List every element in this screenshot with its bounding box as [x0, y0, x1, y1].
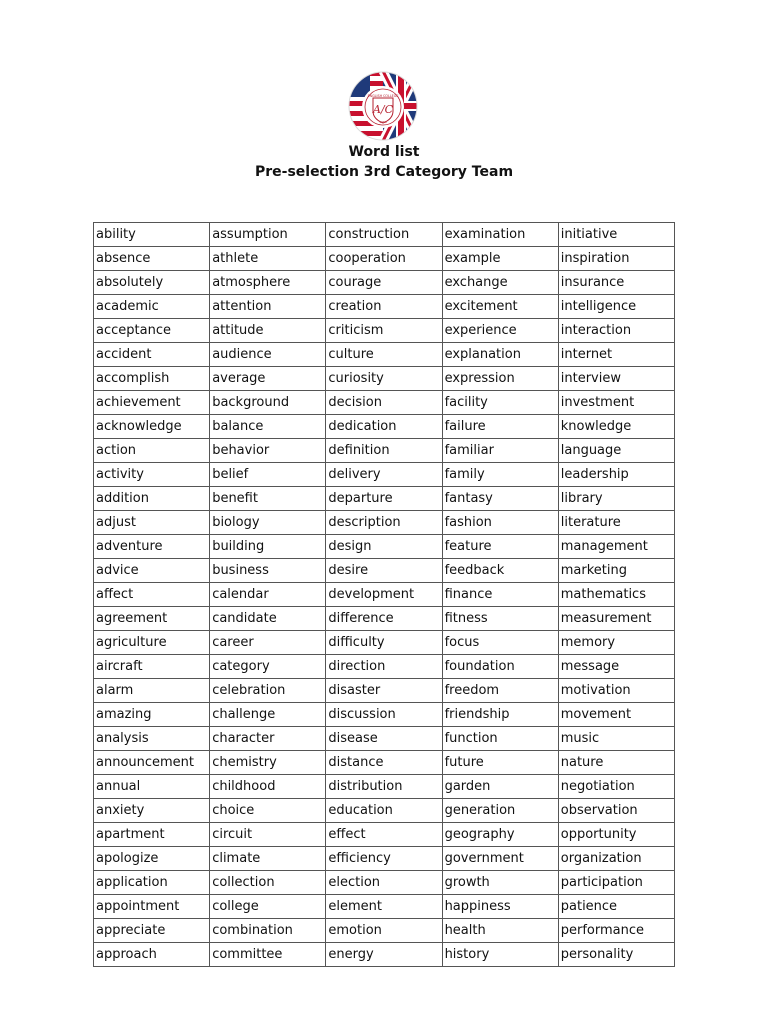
word-cell: memory: [558, 631, 674, 655]
word-cell: geography: [442, 823, 558, 847]
word-cell: circuit: [210, 823, 326, 847]
word-cell: courage: [326, 271, 442, 295]
table-row: [94, 727, 675, 751]
word-cell: activity: [94, 463, 210, 487]
word-cell: choice: [210, 799, 326, 823]
logo-top-text: ENGLISH COLLEGE: [367, 94, 399, 98]
table-row: [94, 847, 675, 871]
word-cell: freedom: [442, 679, 558, 703]
word-cell: atmosphere: [210, 271, 326, 295]
word-cell: announcement: [94, 751, 210, 775]
word-cell: adjust: [94, 511, 210, 535]
word-cell: patience: [558, 895, 674, 919]
word-cell: candidate: [210, 607, 326, 631]
table-row: [94, 655, 675, 679]
word-cell: absolutely: [94, 271, 210, 295]
word-cell: education: [326, 799, 442, 823]
word-cell: chemistry: [210, 751, 326, 775]
word-cell: building: [210, 535, 326, 559]
word-cell: departure: [326, 487, 442, 511]
word-cell: disaster: [326, 679, 442, 703]
word-cell: message: [558, 655, 674, 679]
word-cell: feedback: [442, 559, 558, 583]
word-cell: examination: [442, 223, 558, 247]
word-cell: benefit: [210, 487, 326, 511]
table-row: [94, 391, 675, 415]
table-row: [94, 751, 675, 775]
word-cell: category: [210, 655, 326, 679]
word-cell: advice: [94, 559, 210, 583]
word-cell: nature: [558, 751, 674, 775]
table-row: [94, 367, 675, 391]
word-cell: emotion: [326, 919, 442, 943]
table-row: [94, 583, 675, 607]
word-cell: development: [326, 583, 442, 607]
word-cell: language: [558, 439, 674, 463]
word-cell: aircraft: [94, 655, 210, 679]
word-table-body: [94, 223, 675, 967]
word-cell: college: [210, 895, 326, 919]
table-row: [94, 535, 675, 559]
word-cell: construction: [326, 223, 442, 247]
word-cell: appointment: [94, 895, 210, 919]
word-cell: expression: [442, 367, 558, 391]
word-cell: government: [442, 847, 558, 871]
word-cell: fantasy: [442, 487, 558, 511]
word-cell: history: [442, 943, 558, 967]
word-cell: inspiration: [558, 247, 674, 271]
word-cell: measurement: [558, 607, 674, 631]
table-row: [94, 895, 675, 919]
table-row: [94, 679, 675, 703]
word-cell: action: [94, 439, 210, 463]
word-cell: creation: [326, 295, 442, 319]
table-row: [94, 823, 675, 847]
word-cell: motivation: [558, 679, 674, 703]
word-cell: negotiation: [558, 775, 674, 799]
word-cell: agriculture: [94, 631, 210, 655]
document-title: Word list: [348, 144, 420, 160]
table-row: [94, 343, 675, 367]
table-row: [94, 271, 675, 295]
table-row: [94, 607, 675, 631]
word-cell: apartment: [94, 823, 210, 847]
word-cell: friendship: [442, 703, 558, 727]
word-cell: definition: [326, 439, 442, 463]
word-cell: literature: [558, 511, 674, 535]
table-row: [94, 631, 675, 655]
table-row: [94, 943, 675, 967]
word-cell: generation: [442, 799, 558, 823]
word-cell: investment: [558, 391, 674, 415]
word-cell: future: [442, 751, 558, 775]
word-cell: exchange: [442, 271, 558, 295]
word-cell: foundation: [442, 655, 558, 679]
word-cell: library: [558, 487, 674, 511]
word-cell: difficulty: [326, 631, 442, 655]
word-cell: cooperation: [326, 247, 442, 271]
word-cell: committee: [210, 943, 326, 967]
word-cell: element: [326, 895, 442, 919]
table-row: [94, 775, 675, 799]
word-cell: energy: [326, 943, 442, 967]
word-cell: culture: [326, 343, 442, 367]
word-cell: achievement: [94, 391, 210, 415]
word-cell: internet: [558, 343, 674, 367]
word-cell: childhood: [210, 775, 326, 799]
word-cell: knowledge: [558, 415, 674, 439]
word-cell: marketing: [558, 559, 674, 583]
word-cell: application: [94, 871, 210, 895]
table-row: [94, 223, 675, 247]
table-row: [94, 415, 675, 439]
word-cell: biology: [210, 511, 326, 535]
word-cell: growth: [442, 871, 558, 895]
word-cell: experience: [442, 319, 558, 343]
word-cell: description: [326, 511, 442, 535]
word-cell: organization: [558, 847, 674, 871]
word-cell: disease: [326, 727, 442, 751]
word-cell: addition: [94, 487, 210, 511]
word-cell: acknowledge: [94, 415, 210, 439]
word-cell: failure: [442, 415, 558, 439]
word-cell: adventure: [94, 535, 210, 559]
word-cell: desire: [326, 559, 442, 583]
table-row: [94, 799, 675, 823]
word-cell: attitude: [210, 319, 326, 343]
word-cell: athlete: [210, 247, 326, 271]
word-cell: delivery: [326, 463, 442, 487]
word-cell: criticism: [326, 319, 442, 343]
word-cell: climate: [210, 847, 326, 871]
word-cell: design: [326, 535, 442, 559]
word-cell: affect: [94, 583, 210, 607]
word-cell: finance: [442, 583, 558, 607]
word-cell: combination: [210, 919, 326, 943]
table-row: [94, 487, 675, 511]
word-cell: academic: [94, 295, 210, 319]
word-cell: accomplish: [94, 367, 210, 391]
table-row: [94, 703, 675, 727]
word-cell: anxiety: [94, 799, 210, 823]
word-cell: interview: [558, 367, 674, 391]
word-cell: decision: [326, 391, 442, 415]
word-cell: attention: [210, 295, 326, 319]
word-cell: curiosity: [326, 367, 442, 391]
word-cell: happiness: [442, 895, 558, 919]
college-logo: [348, 71, 418, 141]
logo-bottom-text: 1956: [379, 120, 387, 124]
table-row: [94, 871, 675, 895]
word-cell: family: [442, 463, 558, 487]
table-row: [94, 463, 675, 487]
word-cell: balance: [210, 415, 326, 439]
word-cell: initiative: [558, 223, 674, 247]
word-cell: function: [442, 727, 558, 751]
word-cell: direction: [326, 655, 442, 679]
word-cell: participation: [558, 871, 674, 895]
table-row: [94, 919, 675, 943]
word-cell: opportunity: [558, 823, 674, 847]
word-cell: amazing: [94, 703, 210, 727]
word-cell: distance: [326, 751, 442, 775]
table-row: [94, 439, 675, 463]
word-cell: acceptance: [94, 319, 210, 343]
word-cell: explanation: [442, 343, 558, 367]
word-cell: collection: [210, 871, 326, 895]
word-cell: belief: [210, 463, 326, 487]
word-cell: challenge: [210, 703, 326, 727]
word-cell: effect: [326, 823, 442, 847]
word-cell: discussion: [326, 703, 442, 727]
word-cell: alarm: [94, 679, 210, 703]
word-cell: excitement: [442, 295, 558, 319]
word-cell: business: [210, 559, 326, 583]
word-cell: assumption: [210, 223, 326, 247]
word-cell: facility: [442, 391, 558, 415]
word-cell: election: [326, 871, 442, 895]
word-cell: accident: [94, 343, 210, 367]
word-cell: dedication: [326, 415, 442, 439]
word-cell: apologize: [94, 847, 210, 871]
word-cell: approach: [94, 943, 210, 967]
word-cell: audience: [210, 343, 326, 367]
word-cell: calendar: [210, 583, 326, 607]
word-cell: management: [558, 535, 674, 559]
word-cell: intelligence: [558, 295, 674, 319]
table-row: [94, 319, 675, 343]
table-row: [94, 559, 675, 583]
word-cell: efficiency: [326, 847, 442, 871]
word-cell: garden: [442, 775, 558, 799]
logo-monogram: A/C: [372, 103, 394, 116]
document-subtitle: Pre-selection 3rd Category Team: [254, 164, 514, 180]
word-cell: background: [210, 391, 326, 415]
table-row: [94, 247, 675, 271]
word-cell: observation: [558, 799, 674, 823]
word-cell: music: [558, 727, 674, 751]
word-cell: appreciate: [94, 919, 210, 943]
word-cell: movement: [558, 703, 674, 727]
word-cell: difference: [326, 607, 442, 631]
word-cell: average: [210, 367, 326, 391]
word-cell: performance: [558, 919, 674, 943]
word-cell: celebration: [210, 679, 326, 703]
word-cell: agreement: [94, 607, 210, 631]
word-cell: insurance: [558, 271, 674, 295]
word-cell: health: [442, 919, 558, 943]
word-cell: character: [210, 727, 326, 751]
word-cell: ability: [94, 223, 210, 247]
word-table: [93, 222, 675, 967]
word-cell: mathematics: [558, 583, 674, 607]
table-row: [94, 295, 675, 319]
word-cell: annual: [94, 775, 210, 799]
word-cell: focus: [442, 631, 558, 655]
word-cell: leadership: [558, 463, 674, 487]
word-cell: career: [210, 631, 326, 655]
word-cell: personality: [558, 943, 674, 967]
word-cell: feature: [442, 535, 558, 559]
word-cell: distribution: [326, 775, 442, 799]
word-cell: behavior: [210, 439, 326, 463]
word-cell: fitness: [442, 607, 558, 631]
word-cell: familiar: [442, 439, 558, 463]
word-cell: fashion: [442, 511, 558, 535]
word-cell: example: [442, 247, 558, 271]
word-cell: interaction: [558, 319, 674, 343]
table-row: [94, 511, 675, 535]
word-cell: analysis: [94, 727, 210, 751]
word-cell: absence: [94, 247, 210, 271]
